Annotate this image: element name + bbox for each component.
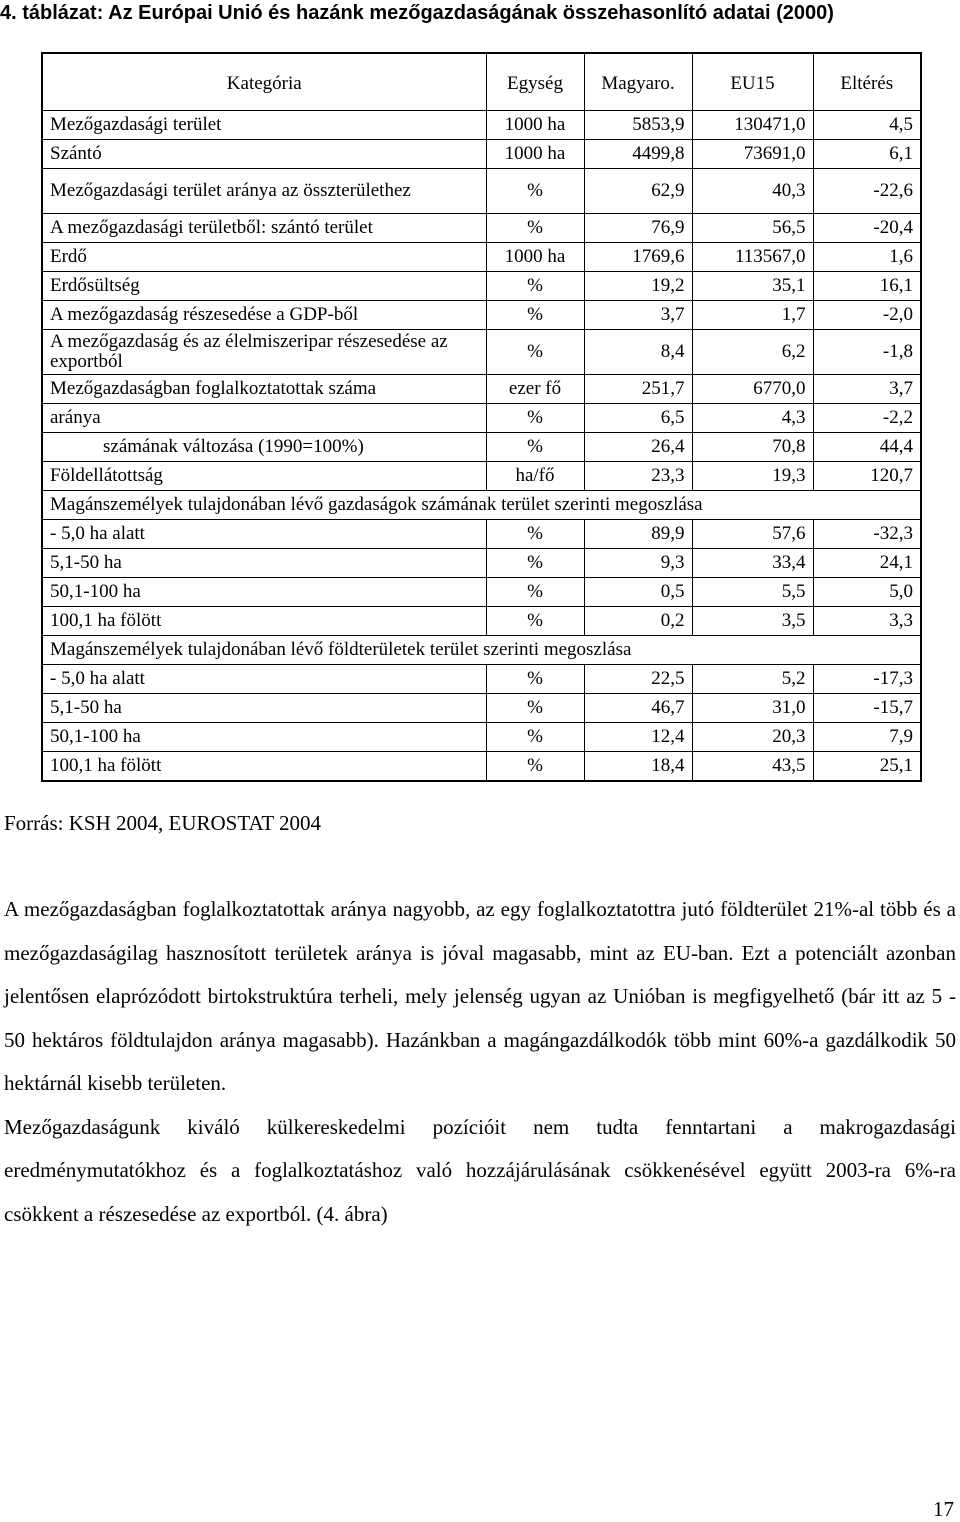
row-unit: % [486,214,584,243]
row-hu: 0,2 [584,607,692,636]
table-row [42,665,921,694]
table-row [42,607,921,636]
row-label: aránya [42,404,486,433]
row-unit: % [486,578,584,607]
row-hu: 89,9 [584,520,692,549]
row-unit: % [486,694,584,723]
section-title: Magánszemélyek tulajdonában lévő gazdaságok számának terület szerinti megoszlása [42,491,921,520]
table-row [42,330,921,375]
row-eu: 35,1 [692,272,813,301]
row-label: Erdősültség [42,272,486,301]
row-diff: 1,6 [813,243,921,272]
row-diff: 44,4 [813,433,921,462]
row-unit: ezer fő [486,375,584,404]
header-magyaro: Magyaro. [584,53,692,111]
row-eu: 5,5 [692,578,813,607]
row-diff: -15,7 [813,694,921,723]
table-row [42,462,921,491]
row-hu: 19,2 [584,272,692,301]
row-label: Mezőgazdaságban foglalkoztatottak száma [42,375,486,404]
table-row [42,723,921,752]
table-row [42,140,921,169]
table-header-row [42,53,921,111]
body-text [4,888,956,1236]
row-eu: 4,3 [692,404,813,433]
row-unit: % [486,549,584,578]
row-hu: 1769,6 [584,243,692,272]
row-eu: 31,0 [692,694,813,723]
row-diff: -2,2 [813,404,921,433]
row-unit: % [486,433,584,462]
row-unit: 1000 ha [486,111,584,140]
row-label: A mezőgazdasági területből: szántó terület [42,214,486,243]
table-caption: 4. táblázat: Az Európai Unió és hazánk mezőgazdaságának összehasonlító adatai (2000) [0,2,834,24]
table-row [42,520,921,549]
row-hu: 23,3 [584,462,692,491]
row-unit: % [486,272,584,301]
section-title-row [42,491,921,520]
row-eu: 73691,0 [692,140,813,169]
row-diff: 3,7 [813,375,921,404]
row-diff: -20,4 [813,214,921,243]
row-eu: 1,7 [692,301,813,330]
table-row [42,375,921,404]
row-diff: -2,0 [813,301,921,330]
table-row [42,549,921,578]
table-row [42,578,921,607]
table-row [42,433,921,462]
row-eu: 6,2 [692,330,813,375]
table-row [42,214,921,243]
row-diff: 6,1 [813,140,921,169]
row-hu: 8,4 [584,330,692,375]
row-label: A mezőgazdaság és az élelmiszeripar részesedése az exportból [42,330,486,375]
row-eu: 5,2 [692,665,813,694]
row-hu: 251,7 [584,375,692,404]
header-elteres: Eltérés [813,53,921,111]
row-label: - 5,0 ha alatt [42,665,486,694]
row-unit: % [486,665,584,694]
row-diff: 120,7 [813,462,921,491]
row-hu: 4499,8 [584,140,692,169]
section-title: Magánszemélyek tulajdonában lévő földterületek terület szerinti megoszlása [42,636,921,665]
row-hu: 18,4 [584,752,692,782]
row-eu: 56,5 [692,214,813,243]
row-hu: 6,5 [584,404,692,433]
row-unit: % [486,607,584,636]
row-label: 5,1-50 ha [42,694,486,723]
row-eu: 43,5 [692,752,813,782]
row-hu: 62,9 [584,169,692,214]
row-diff: -32,3 [813,520,921,549]
row-unit: % [486,330,584,375]
row-label: 100,1 ha fölött [42,607,486,636]
row-hu: 46,7 [584,694,692,723]
row-diff: 7,9 [813,723,921,752]
header-eu15: EU15 [692,53,813,111]
row-unit: % [486,169,584,214]
row-label: A mezőgazdaság részesedése a GDP-ből [42,301,486,330]
paragraph: A mezőgazdaságban foglalkoztatottak aránya nagyobb, az egy foglalkoztatottra jutó földterület 21%-al több és a mezőgazdaságilag hasznosított területek aránya is jóval magasabb, mint az EU-ban. Ezt a potenciált azonban jelentősen elaprózódott birtokstruktúra terheli, mely jelenség ugyan az Unióban is megfigyelhető (bár itt az 5 - 50 hektáros földtulajdon aránya magasabb). Hazánkban a magángazdálkodók több mint 60%-a gazdálkodik 50 hektárnál kisebb területen. [4,897,956,1095]
row-label: 5,1-50 ha [42,549,486,578]
row-hu: 9,3 [584,549,692,578]
row-diff: 5,0 [813,578,921,607]
row-label: - 5,0 ha alatt [42,520,486,549]
row-diff: -1,8 [813,330,921,375]
row-diff: -17,3 [813,665,921,694]
row-label: számának változása (1990=100%) [42,433,486,462]
header-egyseg: Egység [486,53,584,111]
table-row [42,404,921,433]
table-row [42,752,921,782]
row-label: 50,1-100 ha [42,723,486,752]
row-hu: 76,9 [584,214,692,243]
table-row [42,169,921,214]
row-label: Mezőgazdasági terület aránya az összterülethez [42,169,486,214]
table-row [42,694,921,723]
row-label: Erdő [42,243,486,272]
row-diff: 4,5 [813,111,921,140]
row-diff: 25,1 [813,752,921,782]
row-unit: % [486,301,584,330]
row-eu: 19,3 [692,462,813,491]
row-unit: % [486,723,584,752]
row-eu: 130471,0 [692,111,813,140]
row-diff: 3,3 [813,607,921,636]
row-unit: 1000 ha [486,243,584,272]
row-label: Földellátottság [42,462,486,491]
row-unit: % [486,520,584,549]
paragraph: Mezőgazdaságunk kiváló külkereskedelmi pozícióit nem tudta fenntartani a makrogazdasági eredménymutatókhoz és a foglalkoztatáshoz való hozzájárulásának csökkenésével együtt 2003-ra 6%-ra csökkent a részesedése az exportból. (4. ábra) [4,1114,956,1226]
row-label: Szántó [42,140,486,169]
row-eu: 40,3 [692,169,813,214]
row-label: 100,1 ha fölött [42,752,486,782]
section-title-row [42,636,921,665]
comparison-table [41,52,922,782]
row-eu: 33,4 [692,549,813,578]
header-kategoria: Kategória [42,53,486,111]
row-unit: % [486,752,584,782]
row-eu: 57,6 [692,520,813,549]
table-row [42,301,921,330]
row-eu: 3,5 [692,607,813,636]
row-label: 50,1-100 ha [42,578,486,607]
row-hu: 12,4 [584,723,692,752]
row-diff: 24,1 [813,549,921,578]
row-diff: -22,6 [813,169,921,214]
table-row [42,111,921,140]
row-label: Mezőgazdasági terület [42,111,486,140]
source-note: Forrás: KSH 2004, EUROSTAT 2004 [4,811,322,835]
row-unit: % [486,404,584,433]
row-diff: 16,1 [813,272,921,301]
row-unit: 1000 ha [486,140,584,169]
row-hu: 0,5 [584,578,692,607]
row-hu: 5853,9 [584,111,692,140]
row-eu: 20,3 [692,723,813,752]
row-unit: ha/fő [486,462,584,491]
row-hu: 22,5 [584,665,692,694]
table-row [42,243,921,272]
table-row [42,272,921,301]
row-hu: 3,7 [584,301,692,330]
row-hu: 26,4 [584,433,692,462]
page-number: 17 [933,1497,954,1521]
row-eu: 113567,0 [692,243,813,272]
row-eu: 6770,0 [692,375,813,404]
row-eu: 70,8 [692,433,813,462]
